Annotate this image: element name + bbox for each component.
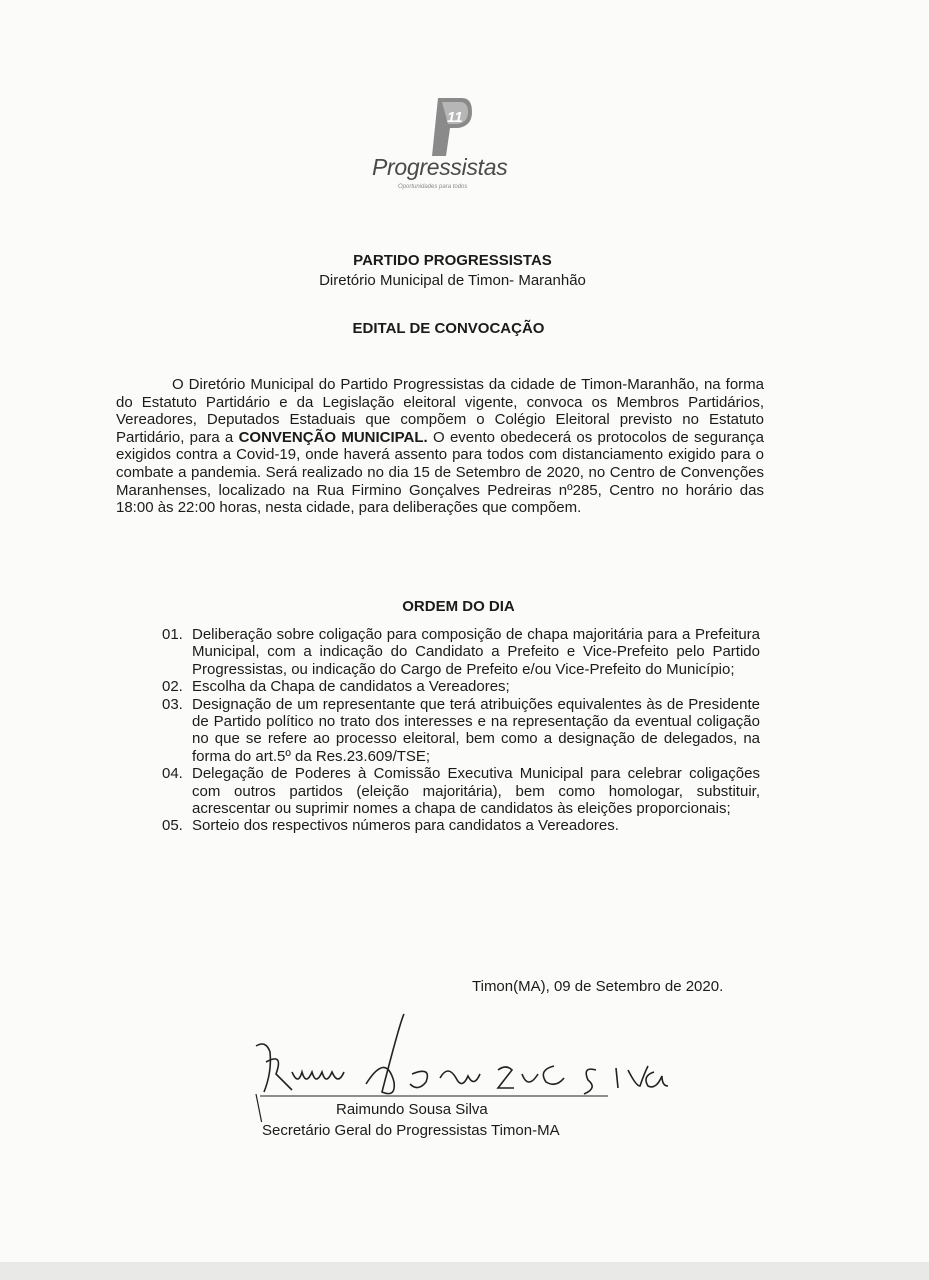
agenda-item-text: Deliberação sobre coligação para composição de chapa majoritária para a Prefeitura Municipal, com a indicação do Candidato a Prefeito e Vice-Prefeito pelo Partido Progressistas, ou indicação do Cargo de Prefeito e/ou Vice-Prefeito do Município;	[192, 626, 760, 678]
paragraph-text-start: O Diretório Municipal do Partido Progressistas da cidade de Timon-Maranhão, na forma do Estatuto Partidário e da Legislação eleitoral vigente, convoca os Membros Partidários, Vereadores, Deputados Estaduais que compõem o Colégio Eleitoral previsto no Estatuto Partidário, para a	[116, 376, 764, 446]
date-line: Timon(MA), 09 de Setembro de 2020.	[472, 978, 724, 995]
agenda-item	[162, 696, 760, 766]
logo-wordmark: Progressistas	[372, 154, 508, 180]
agenda-item-text: Escolha da Chapa de candidatos a Vereadores;	[192, 678, 510, 696]
agenda-item-number: 02.	[162, 678, 183, 696]
agenda-title: ORDEM DO DIA	[402, 598, 515, 615]
party-logo	[368, 96, 528, 196]
agenda-item-number: 04.	[162, 765, 183, 783]
agenda-item	[162, 678, 760, 695]
directory-name: Diretório Municipal de Timon- Maranhão	[319, 272, 586, 289]
paragraph-text-end: O evento obedecerá os protocolos de segurança exigidos contra a Covid-19, onde haverá assento para todos com distanciamento exigido para o combate a pandemia. Será realizado no dia 15 de Setembro de 2020, no Centro de Convenções Maranhenses, localizado na Rua Firmino Gonçalves Pedreiras nº285, Centro no horário das 18:00 às 22:00 horas, nesta cidade, para deliberações que compõem.	[116, 428, 765, 517]
party-logo-icon	[428, 96, 474, 158]
signer-name: Raimundo Sousa Silva	[336, 1101, 488, 1118]
paragraph-highlight: CONVENÇÃO MUNICIPAL.	[238, 428, 428, 446]
agenda-item	[162, 765, 760, 817]
agenda-item-number: 01.	[162, 626, 183, 643]
agenda-item	[162, 626, 760, 678]
scan-bottom-edge	[0, 1262, 929, 1280]
convocation-paragraph	[116, 376, 764, 517]
agenda-item-text: Sorteio dos respectivos números para candidatos a Vereadores.	[192, 817, 619, 835]
agenda-item	[162, 817, 760, 834]
agenda-item-text: Designação de um representante que terá atribuições equivalentes às de Presidente de Partido político no trato dos interesses e na representação da eventual coligação no que se refere ao processo eleitoral, bem como a designação de delegados, na forma do art.5º da Res.23.609/TSE;	[192, 695, 760, 765]
party-name: PARTIDO PROGRESSISTAS	[353, 252, 552, 269]
svg-text:11: 11	[447, 109, 463, 126]
agenda-item-number: 03.	[162, 695, 183, 713]
agenda-item-text: Delegação de Poderes à Comissão Executiva Municipal para celebrar coligações com outros partidos (eleição majoritária), bem como homologar, substituir, acrescentar ou suprimir nomes a chapa de candidatos às eleições proporcionais;	[192, 765, 760, 818]
logo-tagline: Oportunidades para todos	[398, 184, 468, 190]
signer-role: Secretário Geral do Progressistas Timon-MA	[262, 1122, 560, 1139]
agenda-list	[162, 626, 760, 835]
document-title: EDITAL DE CONVOCAÇÃO	[352, 320, 545, 337]
agenda-item-number: 05.	[162, 817, 183, 835]
